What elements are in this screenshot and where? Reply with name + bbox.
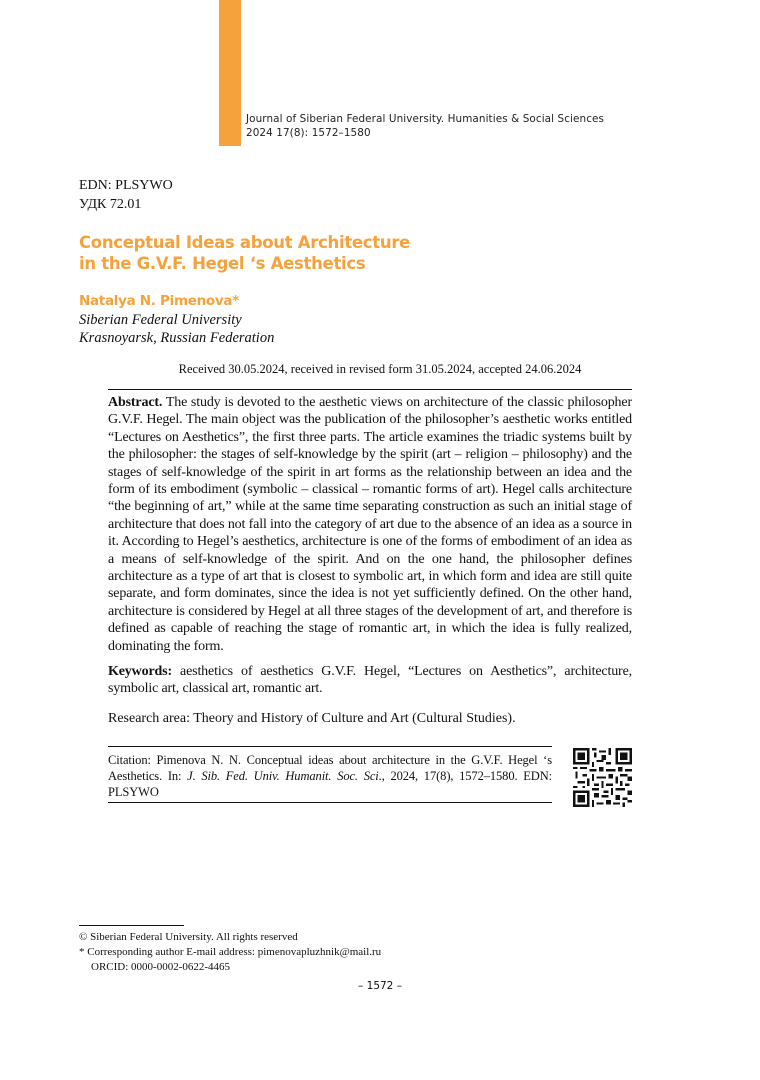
article-identifiers bbox=[79, 176, 173, 214]
page-number: – 1572 – bbox=[358, 980, 402, 992]
article-title bbox=[79, 232, 410, 274]
edn-code: EDN: PLSYWO bbox=[79, 178, 173, 193]
orcid-note: ORCID: 0000-0002-0622-4465 bbox=[91, 961, 231, 973]
citation-top-rule bbox=[108, 746, 552, 747]
keywords bbox=[108, 663, 632, 698]
copyright-note: © Siberian Federal University. All rights reserved bbox=[79, 931, 298, 943]
citation-bottom-rule bbox=[108, 802, 552, 803]
title-line-2: in the G.V.F. Hegel ‘s Aesthetics bbox=[79, 254, 366, 273]
received-dates: Received 30.05.2024, received in revised form 31.05.2024, accepted 24.06.2024 bbox=[178, 362, 582, 376]
citation-journal: J. Sib. Fed. Univ. Humanit. Soc. Sci bbox=[187, 769, 379, 783]
citation bbox=[108, 752, 552, 800]
journal-issue: 2024 17(8): 1572–1580 bbox=[246, 127, 371, 139]
author-affiliation bbox=[79, 311, 274, 347]
keywords-text: aesthetics of aesthetics G.V.F. Hegel, “Lectures on Aesthetics”, architecture, symbolic art, classical art, romantic art. bbox=[108, 664, 632, 697]
abstract-label: Abstract. bbox=[108, 395, 163, 410]
author-name: Natalya N. Pimenova* bbox=[79, 293, 239, 309]
footnote-rule bbox=[79, 925, 184, 926]
affiliation-university: Siberian Federal University bbox=[79, 312, 242, 328]
abstract-text: The study is devoted to the aesthetic views on architecture of the classic philosopher G.V.F. Hegel. The main object was the publication of the philosopher’s aesthetic works entitled “Lectures on Aesthetics”, the first three parts. The article examines the triadic systems built by the philosopher: the stages of self-knowledge by the spirit (art – religion – philosophy) and the stages of self-knowledge of the spirit in art forms as the relationship between an idea and the form of its embodiment (symbolic – classical – romantic forms of art). Hegel calls architecture “the beginning of art,” while at the same time separating construction as such an initial stage of architecture that does not fall into the category of art due to the absence of an idea as a source in it. According to Hegel’s aesthetics, architecture is one of the forms of embodiment of an idea as a means of self-knowledge of the spirit. And on the one hand, the philosopher defines architecture as a type of art that is closest to symbolic art, in which form and idea are still quite separate, and form dominates, since the idea is not yet sufficiently defined. On the other hand, architecture is considered by Hegel at all three stages of the development of art, and therefore is defined as capable of reaching the stage of romantic art, in which the idea is fully realized, dominating the form. bbox=[108, 395, 632, 654]
title-line-1: Conceptual Ideas about Architecture bbox=[79, 233, 411, 252]
citation-suffix: ., 2024, 17(8), 1572–1580. EDN: PLSYWO bbox=[108, 769, 553, 799]
journal-name: Journal of Siberian Federal University. Humanities & Social Sciences bbox=[246, 113, 605, 125]
journal-header bbox=[246, 112, 604, 140]
keywords-label: Keywords: bbox=[108, 664, 172, 679]
corresponding-author-note: * Corresponding author E-mail address: pimenovapluzhnik@mail.ru bbox=[79, 946, 382, 958]
header-accent-bar bbox=[219, 0, 241, 146]
abstract bbox=[108, 394, 632, 655]
udk-code: УДК 72.01 bbox=[79, 197, 142, 212]
footnotes bbox=[79, 930, 381, 975]
abstract-top-rule bbox=[108, 389, 632, 390]
affiliation-location: Krasnoyarsk, Russian Federation bbox=[79, 330, 275, 346]
research-area: Research area: Theory and History of Culture and Art (Cultural Studies). bbox=[108, 711, 516, 726]
citation-prefix: Citation: Pimenova N. N. Conceptual ideas about architecture in the G.V.F. Hegel ‘s Aesthetics. In: bbox=[108, 753, 552, 783]
qr-code-icon bbox=[573, 748, 632, 807]
